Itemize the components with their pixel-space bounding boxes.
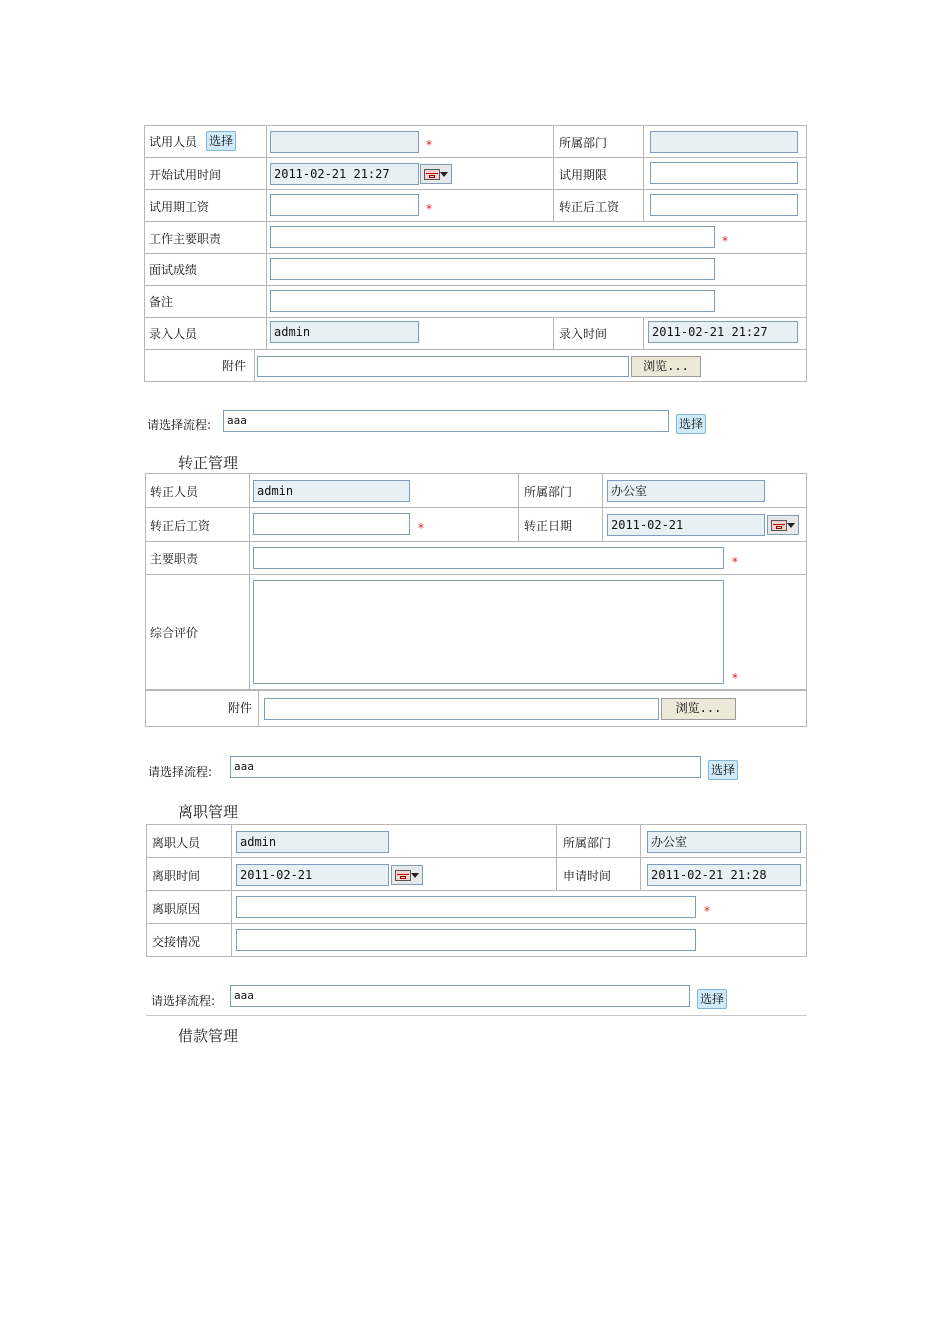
dropdown-arrow-icon	[411, 873, 419, 878]
trial-period-input[interactable]	[650, 162, 798, 184]
trial-entry-time-input[interactable]: 2011-02-21 21:27	[648, 321, 798, 343]
trial-attach-input[interactable]	[257, 356, 629, 377]
calendar-picker-button[interactable]	[420, 164, 452, 184]
calendar-picker-button[interactable]	[767, 515, 799, 535]
trial-person-select-button[interactable]: 选择	[206, 131, 236, 151]
regular-browse-button[interactable]: 浏览...	[661, 698, 736, 720]
regular-flow-select-button[interactable]: 选择	[708, 760, 738, 780]
calendar-icon	[771, 520, 787, 531]
dropdown-arrow-icon	[440, 172, 448, 177]
resign-reason-input[interactable]	[236, 896, 696, 918]
trial-person-label: 试用人员	[149, 135, 198, 149]
dropdown-arrow-icon	[787, 523, 795, 528]
trial-entry-time-label: 录入时间	[559, 327, 608, 341]
regular-person-label: 转正人员	[150, 485, 199, 499]
trial-entry-person-label: 录入人员	[149, 327, 198, 341]
resign-dept-input[interactable]: 办公室	[647, 831, 801, 853]
trial-dept-label: 所属部门	[559, 136, 608, 150]
required-mark: *	[704, 904, 710, 918]
resign-person-input[interactable]: admin	[236, 831, 389, 853]
required-mark: *	[722, 234, 728, 248]
section-divider	[146, 1015, 807, 1016]
resign-handover-input[interactable]	[236, 929, 696, 951]
calendar-picker-button[interactable]	[391, 865, 423, 885]
regular-eval-label: 综合评价	[150, 626, 199, 640]
trial-salary-label: 试用期工资	[149, 200, 210, 214]
required-mark: *	[426, 138, 432, 152]
resign-apply-label: 申请时间	[563, 869, 612, 883]
trial-remark-input[interactable]	[270, 290, 715, 312]
trial-after-salary-label: 转正后工资	[559, 200, 620, 214]
required-mark: *	[732, 671, 738, 685]
calendar-icon	[395, 870, 411, 881]
resign-section-title: 离职管理	[178, 803, 239, 821]
regular-duty-input[interactable]	[253, 547, 724, 569]
resign-person-label: 离职人员	[152, 836, 201, 850]
trial-interview-label: 面试成绩	[149, 263, 198, 277]
regular-person-input[interactable]: admin	[253, 480, 410, 502]
required-mark: *	[426, 202, 432, 216]
required-mark: *	[732, 555, 738, 569]
trial-salary-input[interactable]	[270, 194, 419, 216]
resign-reason-label: 离职原因	[152, 902, 201, 916]
trial-start-input[interactable]: 2011-02-21 21:27	[270, 163, 419, 185]
regular-flow-input[interactable]: aaa	[230, 756, 701, 778]
regular-dept-input[interactable]: 办公室	[607, 480, 765, 502]
trial-flow-label: 请选择流程:	[147, 418, 212, 432]
trial-person-input[interactable]	[270, 131, 419, 153]
regular-eval-textarea[interactable]	[253, 580, 724, 684]
calendar-icon	[424, 169, 440, 180]
resign-flow-input[interactable]: aaa	[230, 985, 690, 1007]
resign-handover-label: 交接情况	[152, 935, 201, 949]
trial-duty-label: 工作主要职责	[149, 232, 222, 246]
trial-attach-label: 附件	[222, 359, 247, 373]
regular-date-input[interactable]: 2011-02-21	[607, 514, 765, 536]
loan-section-title: 借款管理	[178, 1027, 239, 1045]
trial-remark-label: 备注	[149, 295, 174, 309]
regular-flow-label: 请选择流程:	[148, 765, 213, 779]
regular-salary-input[interactable]	[253, 513, 410, 535]
resign-flow-select-button[interactable]: 选择	[697, 989, 727, 1009]
trial-start-label: 开始试用时间	[149, 168, 222, 182]
resign-time-label: 离职时间	[152, 869, 201, 883]
regular-dept-label: 所属部门	[524, 485, 573, 499]
trial-duty-input[interactable]	[270, 226, 715, 248]
regular-salary-label: 转正后工资	[150, 519, 211, 533]
trial-browse-button[interactable]: 浏览...	[631, 356, 701, 377]
regular-date-label: 转正日期	[524, 519, 573, 533]
trial-flow-input[interactable]: aaa	[223, 410, 669, 432]
trial-after-salary-input[interactable]	[650, 194, 798, 216]
resign-dept-label: 所属部门	[563, 836, 612, 850]
regular-attach-label: 附件	[228, 701, 253, 715]
regular-duty-label: 主要职责	[150, 552, 199, 566]
resign-flow-label: 请选择流程:	[151, 994, 216, 1008]
trial-dept-input[interactable]	[650, 131, 798, 153]
resign-apply-input[interactable]: 2011-02-21 21:28	[647, 864, 801, 886]
trial-flow-select-button[interactable]: 选择	[676, 414, 706, 434]
required-mark: *	[418, 521, 424, 535]
regular-section-title: 转正管理	[178, 454, 239, 472]
regular-attach-input[interactable]	[264, 698, 659, 720]
trial-entry-person-input[interactable]: admin	[270, 321, 419, 343]
trial-interview-input[interactable]	[270, 258, 715, 280]
resign-time-input[interactable]: 2011-02-21	[236, 864, 389, 886]
trial-period-label: 试用期限	[559, 168, 608, 182]
